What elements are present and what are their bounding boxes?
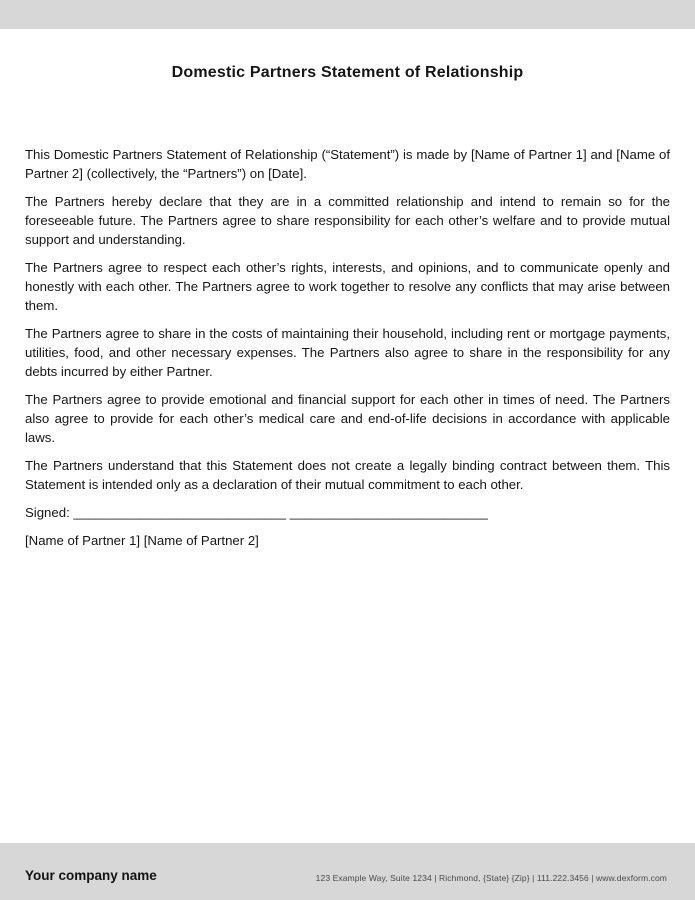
- paragraph-made-by: This Domestic Partners Statement of Relationship (“Statement”) is made by [Name of Partner 1] and [Name of Partner 2] (collectively, the “Partners”) on [Date].: [25, 147, 670, 181]
- page-top-band: [0, 0, 695, 29]
- paragraph-household-costs: The Partners agree to share in the costs of maintaining their household, including rent or mortgage payments, utilities, food, and other necessary expenses. The Partners also agree to share in the responsibility for any debts incurred by either Partner.: [25, 326, 670, 379]
- document-body: [25, 145, 670, 559]
- footer-contact-info: 123 Example Way, Suite 1234 | Richmond, {State} {Zip} | 111.222.3456 | www.dexform.com: [315, 873, 667, 883]
- signature-blank-partner-1: _____________________________: [73, 505, 287, 520]
- signed-label: Signed:: [25, 505, 70, 520]
- paragraph-support: The Partners agree to provide emotional and financial support for each other in times of need. The Partners also agree to provide for each other’s medical care and end-of-life decisions in accordance with applicable laws.: [25, 392, 670, 445]
- paragraph-disclaimer: The Partners understand that this Statement does not create a legally binding contract between them. This Statement is intended only as a declaration of their mutual commitment to each other.: [25, 458, 670, 492]
- page-footer: [0, 843, 695, 900]
- paragraph-declaration: The Partners hereby declare that they are in a committed relationship and intend to remain so for the foreseeable future. The Partners agree to share responsibility for each other’s welfare and to provide mutual support and understanding.: [25, 194, 670, 247]
- company-name: Your company name: [25, 868, 157, 883]
- signature-line: [25, 503, 670, 522]
- document-title: Domestic Partners Statement of Relationship: [171, 64, 524, 81]
- signature-blank-partner-2: ___________________________: [289, 505, 488, 520]
- partner-names-line: [Name of Partner 1] [Name of Partner 2]: [25, 533, 259, 548]
- paragraph-respect: The Partners agree to respect each other’s rights, interests, and opinions, and to communicate openly and honestly with each other. The Partners agree to work together to resolve any conflicts that may arise between them.: [25, 260, 670, 313]
